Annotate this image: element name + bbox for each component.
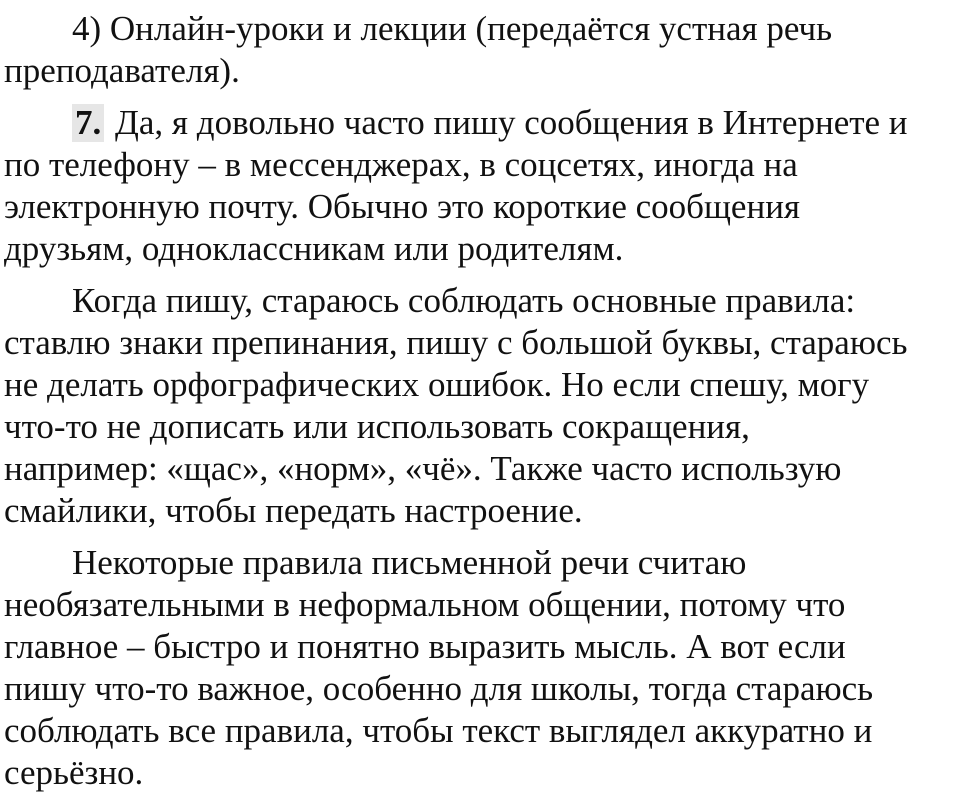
text-line: Некоторые правила письменной речи считаю [72, 543, 747, 582]
text-line: соблюдать все правила, чтобы текст выглядел аккуратно и [4, 711, 873, 750]
text-line: пишу что-то важное, особенно для школы, тогда стараюсь [4, 669, 874, 708]
text-line: Когда пишу, стараюсь соблюдать основные правила: [72, 281, 856, 320]
text-line: по телефону – в мессенджерах, в соцсетях, иногда на [4, 145, 798, 184]
text-line: главное – быстро и понятно выразить мысль. А вот если [4, 627, 846, 666]
text-line: серьёзно. [4, 753, 144, 792]
paragraph-online-lessons [4, 8, 960, 92]
text-line: друзьям, одноклассникам или родителям. [4, 229, 624, 268]
paragraph-informal-rules [4, 542, 960, 794]
text-line: необязательными в неформальном общении, потому что [4, 585, 846, 624]
text-line: преподавателя). [4, 51, 240, 90]
text-line: ставлю знаки препинания, пишу с большой буквы, стараюсь [4, 323, 908, 362]
text-line: 4) Онлайн-уроки и лекции (передаётся устная речь [72, 9, 833, 48]
text-line: смайлики, чтобы передать настроение. [4, 491, 583, 530]
text-line: Да, я довольно часто пишу сообщения в Интернете и [106, 103, 908, 142]
paragraph-writing-rules [4, 280, 960, 532]
text-line: электронную почту. Обычно это короткие сообщения [4, 187, 801, 226]
text-line: не делать орфографических ошибок. Но если спешу, могу [4, 365, 870, 404]
text-line: например: «щас», «норм», «чё». Также часто использую [4, 449, 842, 488]
document-page [4, 0, 960, 794]
paragraph-task-7 [4, 102, 960, 270]
text-line: что-то не дописать или использовать сокращения, [4, 407, 750, 446]
task-number-badge: 7. [72, 104, 104, 142]
